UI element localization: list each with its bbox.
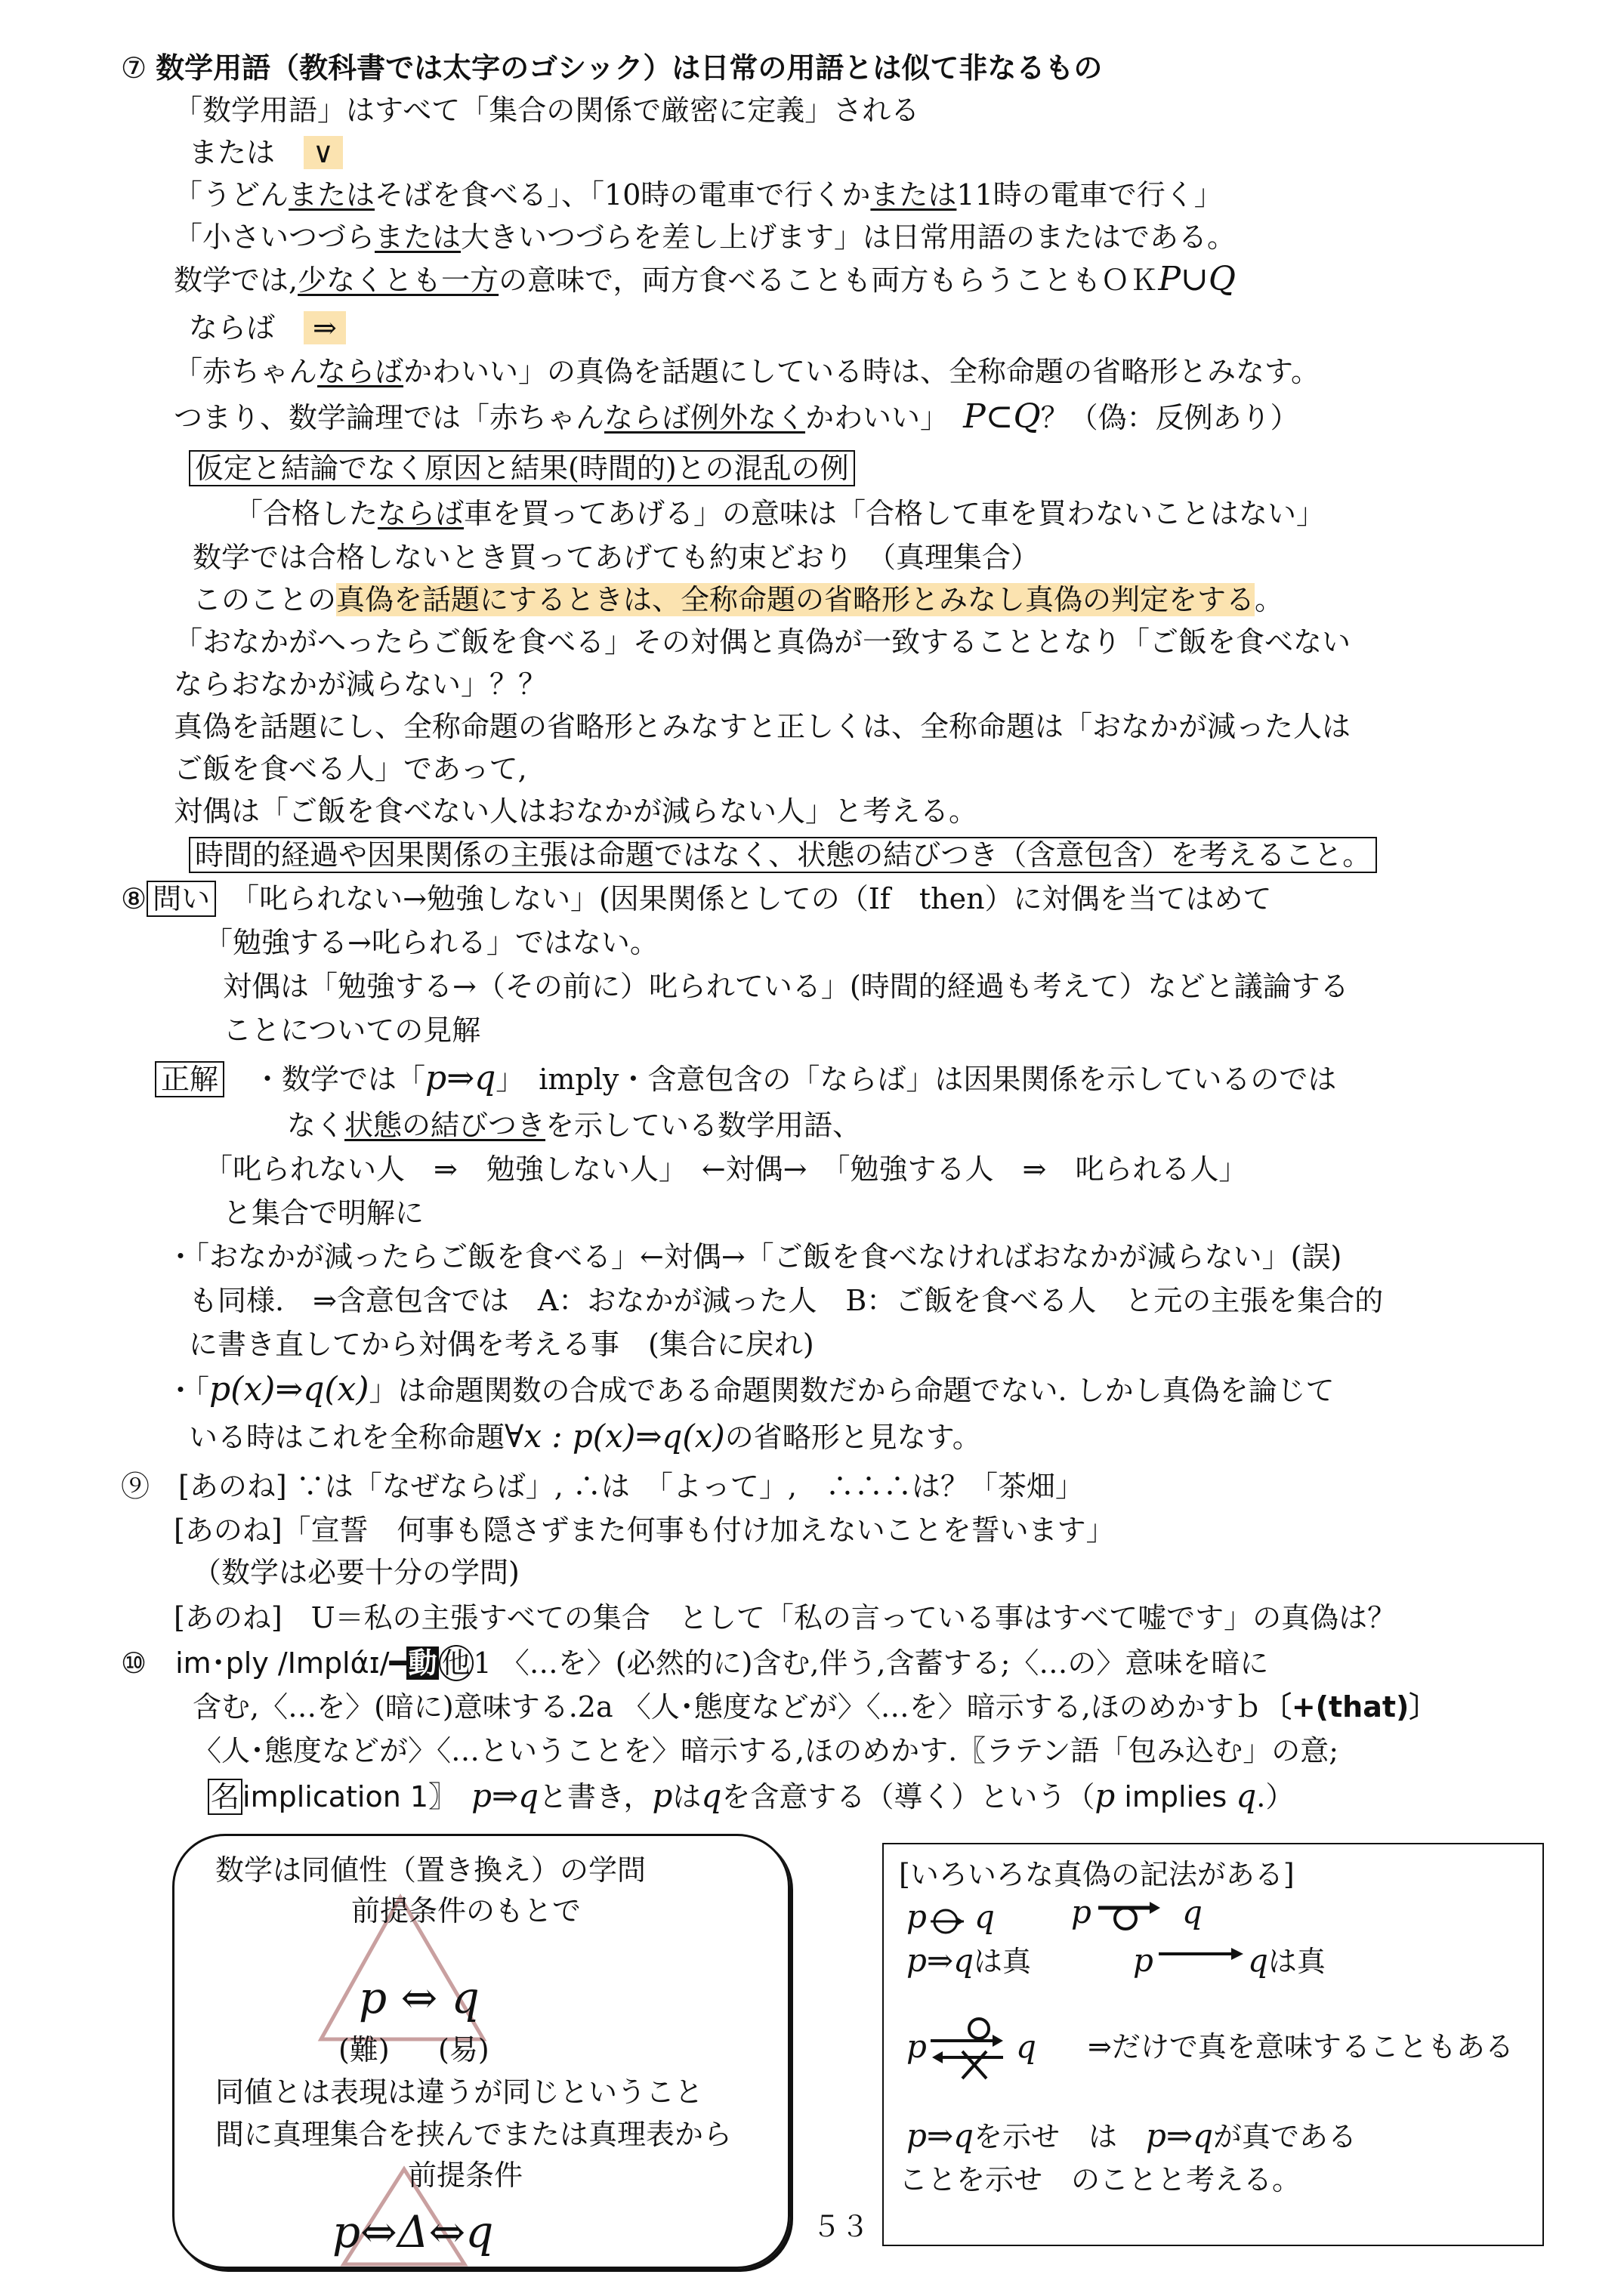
math-propositional-function: p(x)⇒q(x)	[209, 1370, 369, 1409]
true-false-arrows-icon	[928, 2004, 1011, 2088]
text: の省略形と見なす。	[724, 1421, 981, 1454]
text: implication 1〗	[242, 1780, 443, 1813]
section-7-heading	[121, 50, 1102, 86]
if-label: ならば	[189, 311, 276, 344]
math: p⇒q	[906, 1942, 974, 1979]
text: 「合格した	[234, 497, 378, 530]
text: 車を買ってあげる」の意味は「合格して車を買わないことはない」	[464, 497, 1326, 530]
r2-left	[906, 1943, 1031, 1980]
text: いる時はこれを全称命題	[189, 1421, 505, 1454]
s8-line-9: ・「おなかが減ったらご飯を食べる」←対偶→「ご飯を食べなければおなかが減らない」(誤)	[166, 1240, 1342, 1273]
or-label: または	[189, 136, 276, 169]
text: そばを食べる」、「10時の電車で行くか	[375, 178, 871, 211]
section-10-number: ⑩	[121, 1646, 147, 1680]
text: 11時の電車で行く」	[956, 178, 1223, 211]
math: q	[701, 1777, 722, 1814]
text: ？（偽：反例あり）	[1040, 401, 1299, 434]
s10-line-2	[193, 1689, 1437, 1725]
s8-line-11: に書き直してから対偶を考える事 (集合に戻れ)	[189, 1328, 814, 1361]
boxed-note-1	[189, 450, 855, 486]
section-7-heading-bold: 数学用語（教科書では太字のゴシック）	[156, 51, 672, 85]
transitive-label: 他	[439, 1645, 474, 1681]
math-union: P∪Q	[1158, 260, 1236, 298]
underlined-text: 状態の結びつき	[344, 1109, 546, 1142]
math-subset: P⊂Q	[963, 397, 1041, 436]
text: なく	[287, 1109, 345, 1142]
s7-line-12	[193, 582, 1283, 618]
math: q	[1236, 1777, 1257, 1814]
s8-line-12	[166, 1372, 1335, 1409]
r1b-p: p	[1071, 1893, 1091, 1930]
s7-line-5	[174, 261, 1236, 298]
text: を含意する（導く）という（	[721, 1780, 1095, 1813]
s8-line-6	[287, 1107, 861, 1143]
s7-line-4	[174, 219, 1236, 255]
text: 「赤ちゃん	[174, 355, 318, 388]
s9-line-4: [あのね] U＝私の主張すべての集合 として「私の言っている事はすべて嘘です」の真偽は？	[174, 1601, 1397, 1634]
s8-line-8: と集合で明解に	[223, 1196, 425, 1230]
or-symbol: ∨	[304, 136, 343, 169]
text: と書き，	[539, 1780, 653, 1813]
hard-label: (難)	[338, 2033, 390, 2066]
text: の意味で，両方食べることも両方もらうこともＯＫ	[499, 264, 1159, 297]
math: p	[652, 1777, 673, 1814]
box-left-text1: 同値とは表現は違うが同じということ	[215, 2075, 704, 2109]
r3-text: ⇒だけで真を意味することもある	[1088, 2030, 1514, 2063]
s10-line-3: 〈人･態度などが〉〈…ということを〉暗示する,ほのめかす.〖ラテン語「包み込む」の意;	[193, 1734, 1339, 1767]
underlined-text: 少なくとも一方	[298, 264, 499, 297]
s8-line-1	[121, 881, 1272, 917]
s8-line-3: 対偶は「勉強する→（その前に）叱られている」(時間的経過も考えて）などと議論する	[223, 970, 1349, 1003]
text: つまり、数学論理では「赤ちゃん	[174, 401, 605, 434]
text: 」は命題関数の合成である命題関数だから命題でない. しかし真偽を論じて	[369, 1374, 1335, 1407]
underlined-if: ならば	[378, 497, 465, 530]
box-left-premise2: 前提条件	[408, 2159, 523, 2192]
text: 「うどん	[174, 178, 289, 211]
r1b-q: q	[1182, 1893, 1203, 1930]
box-left-premise1: 前提条件のもとで	[351, 1894, 582, 1927]
text: かわいい」	[805, 401, 935, 434]
r3-q: q	[1016, 2028, 1036, 2065]
section-8-number: ⑧	[121, 882, 147, 915]
s7-if-line	[189, 310, 346, 346]
math: p⇒q	[1146, 2117, 1213, 2154]
text: ・「	[166, 1374, 210, 1407]
s9-line-1	[121, 1468, 1084, 1504]
s7-or-line	[189, 134, 343, 171]
s7-line-8	[174, 399, 1299, 436]
math-implies: p⇒q	[425, 1059, 496, 1097]
text: は真	[973, 1945, 1031, 1978]
text: 数学では,	[174, 264, 298, 297]
math: q	[1248, 1942, 1268, 1979]
r2-p: p	[1133, 1942, 1153, 1979]
s8-line-10: も同様. ⇒含意包含では A：おなかが減った人 B：ご飯を食べる人 と元の主張を集合的	[189, 1284, 1384, 1317]
s7-line-10	[234, 495, 1325, 532]
text: 「叱られない→勉強しない」(因果関係としての（If then）に対偶を当てはめて	[245, 882, 1272, 915]
text: かわいい」の真偽を話題にしている時は、全称命題の省略形とみなす。	[403, 355, 1320, 388]
underlined-or: または	[870, 178, 957, 211]
r2-right	[1248, 1943, 1326, 1980]
underlined-text: ならば例外なく	[604, 401, 806, 434]
text: 含む,〈…を〉(暗に)意味する.2a 〈人･態度などが〉〈…を〉暗示する,ほのめかすｂ	[193, 1690, 1263, 1724]
box-left-eq2: p⇔Δ⇔q	[332, 2206, 494, 2258]
text: 大きいつづらを差し上げます」は日常用語のまたはである。	[461, 221, 1237, 254]
text: [あのね] ∵は「なぜならば」, ∴は 「よって」, ∴∴∴は？「茶畑」	[178, 1470, 1085, 1503]
text: ・数学では「	[253, 1063, 426, 1096]
section-7-number: ⑦	[121, 51, 147, 85]
s8-line-7: 「叱られない人 ⇒ 勉強しない人」 ←対偶→ 「勉強する人 ⇒ 叱られる人」	[204, 1153, 1248, 1186]
s8-line-4: ことについての見解	[223, 1014, 481, 1047]
s7-line-15: 真偽を話題にし、全称命題の省略形とみなすと正しくは、全称命題は「おなかが減った人は	[174, 710, 1351, 743]
math: p⇒q	[471, 1777, 539, 1814]
circled-arrow-icon	[928, 1900, 973, 1938]
text: を示している数学用語、	[545, 1109, 862, 1142]
text: 〔+(that)〕	[1262, 1690, 1438, 1724]
boxed-text: 仮定と結論でなく原因と結果(時間的)との混乱の例	[189, 450, 855, 486]
r1-p: p	[906, 1898, 927, 1935]
highlighted-text: 真偽を話題にするときは、全称命題の省略形とみなし真偽の判定をする	[336, 583, 1255, 616]
long-arrow-icon	[1156, 1943, 1246, 1965]
underlined-if: ならば	[317, 355, 404, 388]
text: このことの	[193, 583, 337, 616]
text: .）	[1256, 1780, 1295, 1813]
s7-line-3	[174, 177, 1223, 213]
s8-line-5	[155, 1060, 1336, 1097]
s7-line-17: 対偶は「ご飯を食べない人はおなかが減らない人」と考える。	[174, 795, 978, 828]
math: p	[1095, 1777, 1116, 1814]
question-label: 問い	[147, 881, 216, 917]
text: 」 imply・含意包含の「ならば」は因果関係を示しているのでは	[496, 1063, 1337, 1096]
math: p⇒q	[906, 2117, 974, 2154]
s8-line-2: 「勉強する→叱られる」ではない。	[204, 926, 659, 959]
box-left-eq1: p ⇔ q	[359, 1972, 480, 2023]
s7-line-1: 「数学用語」はすべて「集合の関係で厳密に定義」される	[174, 94, 920, 127]
s9-line-3: （数学は必要十分の学問)	[193, 1556, 520, 1589]
text: は真	[1267, 1945, 1326, 1978]
section-7-heading-rest: は日常の用語とは似て非なるもの	[672, 51, 1103, 85]
arrow-with-circle-icon	[1095, 1893, 1163, 1935]
text: 。	[1255, 583, 1284, 616]
s10-line-4	[208, 1778, 1294, 1815]
box-left-title: 数学は同値性（置き換え）の学問	[215, 1853, 647, 1887]
r4	[906, 2118, 1357, 2155]
easy-label: (易)	[438, 2033, 489, 2066]
box-left-text2: 間に真理集合を挟んでまたは真理表から	[215, 2118, 733, 2151]
underlined-or: または	[375, 221, 462, 254]
verb-label: 動	[408, 1646, 437, 1680]
text: implies	[1115, 1780, 1237, 1813]
s7-line-16: ご飯を食べる人」であって,	[174, 752, 527, 785]
r5: ことを示せ のことと考える。	[899, 2163, 1301, 2196]
noun-label: 名	[208, 1779, 242, 1815]
s7-line-7	[174, 353, 1320, 390]
r3-p: p	[906, 2028, 927, 2065]
s9-line-2: [あのね]「宣誓 何事も隠さずまた何事も付け加えないことを誓います」	[174, 1514, 1115, 1547]
s8-line-13	[189, 1418, 981, 1455]
text: は	[672, 1780, 702, 1813]
section-9-number: ⑨	[121, 1470, 150, 1503]
page-number: ５３	[812, 2210, 870, 2243]
r1-q: q	[974, 1898, 995, 1935]
text: 「小さいつづら	[174, 221, 375, 254]
s7-line-14: ならおなかが減らない」？？	[174, 668, 548, 701]
s7-line-11: 数学では合格しないとき買ってあげても約束どおり （真理集合）	[193, 541, 1040, 574]
text: 1 〈…を〉(必然的に)含む,伴う,含蓄する;〈…の〉意味を暗に	[473, 1646, 1269, 1680]
boxed-text: 時間的経過や因果関係の主張は命題ではなく、状態の結びつき（含意包含）を考えること。	[189, 837, 1377, 873]
boxed-note-2	[189, 837, 1377, 873]
if-symbol: ⇒	[304, 311, 346, 344]
s7-line-13: 「おなかがへったらご飯を食べる」その対偶と真偽が一致することとなり「ご飯を食べない	[174, 625, 1351, 659]
answer-label: 正解	[155, 1061, 224, 1097]
underlined-or: または	[289, 178, 375, 211]
text: を示せ は	[973, 2120, 1117, 2153]
pronunciation: im･ply /Implάɪ/	[175, 1646, 390, 1680]
s10-line-1	[121, 1645, 1268, 1681]
text: ━	[389, 1646, 407, 1680]
box-right-title: [いろいろな真偽の記法がある]	[899, 1858, 1295, 1891]
math-universal: ∀x : p(x)⇒q(x)	[505, 1418, 725, 1455]
text: が真である	[1212, 2120, 1357, 2153]
